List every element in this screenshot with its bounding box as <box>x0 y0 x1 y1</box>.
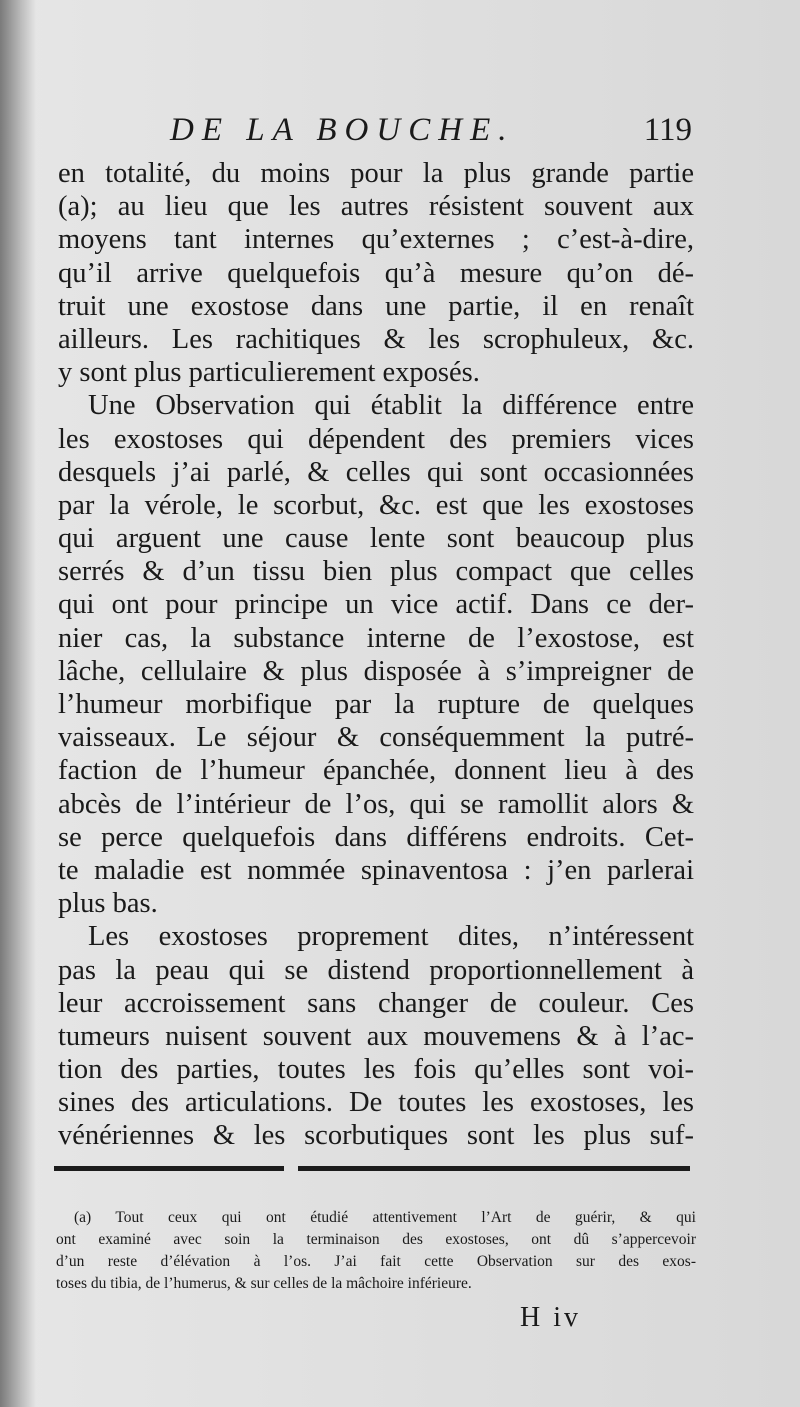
footnote-line: ont examiné avec soin la terminaison des exostoses, ont dû s’appercevoir <box>56 1231 696 1248</box>
text-line: Une Observation qui établit la différence entre <box>88 390 694 422</box>
text-line: y sont plus particulierement exposés. <box>58 357 480 389</box>
text-line: moyens tant internes qu’externes ; c’est-à-dire, <box>58 224 694 256</box>
text-line: faction de l’humeur épanchée, donnent lieu à des <box>58 755 694 787</box>
text-line: sines des articulations. De toutes les exostoses, les <box>58 1087 694 1119</box>
text-line: Les exostoses proprement dites, n’intéressent <box>88 921 694 953</box>
page-number: 119 <box>643 112 692 148</box>
text-line: leur accroissement sans changer de couleur. Ces <box>58 987 694 1019</box>
text-line: pas la peau qui se distend proportionnellement à <box>58 954 694 986</box>
rule-left <box>54 1166 284 1171</box>
text-line: abcès de l’intérieur de l’os, qui se ramollit alors & <box>58 788 694 820</box>
text-line: lâche, cellulaire & plus disposée à s’impreigner de <box>58 655 694 687</box>
rule-right <box>298 1166 690 1171</box>
text-line: plus bas. <box>58 888 158 920</box>
text-line: serrés & d’un tissu bien plus compact que celles <box>58 556 694 588</box>
text-line: les exostoses qui dépendent des premiers vices <box>58 423 694 455</box>
text-line: par la vérole, le scorbut, &c. est que les exostoses <box>58 489 694 521</box>
text-line: en totalité, du moins pour la plus grande partie <box>58 158 694 189</box>
text-line: qui arguent une cause lente sont beaucoup plus <box>58 523 694 555</box>
text-line: truit une exostose dans une partie, il en renaît <box>58 290 694 322</box>
footnote <box>56 1207 696 1295</box>
text-line: te maladie est nommée spinaventosa : j’en parlerai <box>58 854 694 886</box>
text-line: nier cas, la substance interne de l’exostose, est <box>58 622 694 654</box>
text-line: tion des parties, toutes les fois qu’elles sont voi- <box>58 1054 694 1086</box>
text-line: se perce quelquefois dans différens endroits. Cet- <box>58 821 694 853</box>
text-line: qu’il arrive quelquefois qu’à mesure qu’on dé- <box>58 257 694 289</box>
body-text <box>58 157 694 1153</box>
text-line: qui ont pour principe un vice actif. Dans ce der- <box>58 589 694 621</box>
text-line: (a); au lieu que les autres résistent souvent aux <box>58 191 694 223</box>
footnote-separator <box>54 1166 690 1174</box>
text-line: vaisseaux. Le séjour & conséquemment la putré- <box>58 722 694 754</box>
footnote-line: (a) Tout ceux qui ont étudié attentivement l’Art de guérir, & qui <box>74 1209 696 1226</box>
signature-mark: H iv <box>520 1302 581 1333</box>
text-line: vénériennes & les scorbutiques sont les plus suf- <box>58 1120 694 1152</box>
footnote-line: d’un reste d’élévation à l’os. J’ai fait cette Observation sur des exos- <box>56 1253 696 1270</box>
page-gutter-shadow <box>0 0 36 1407</box>
text-line: ailleurs. Les rachitiques & les scrophuleux, &c. <box>58 323 694 355</box>
text-line: l’humeur morbifique par la rupture de quelques <box>58 689 694 720</box>
text-line: tumeurs nuisent souvent aux mouvemens & à l’ac- <box>58 1020 694 1052</box>
running-title: DE LA BOUCHE. <box>170 112 515 148</box>
page-header <box>170 112 692 152</box>
text-line: desquels j’ai parlé, & celles qui sont occasionnées <box>58 456 694 488</box>
footnote-line: toses du tibia, de l’humerus, & sur celles de la mâchoire inférieure. <box>56 1275 472 1292</box>
